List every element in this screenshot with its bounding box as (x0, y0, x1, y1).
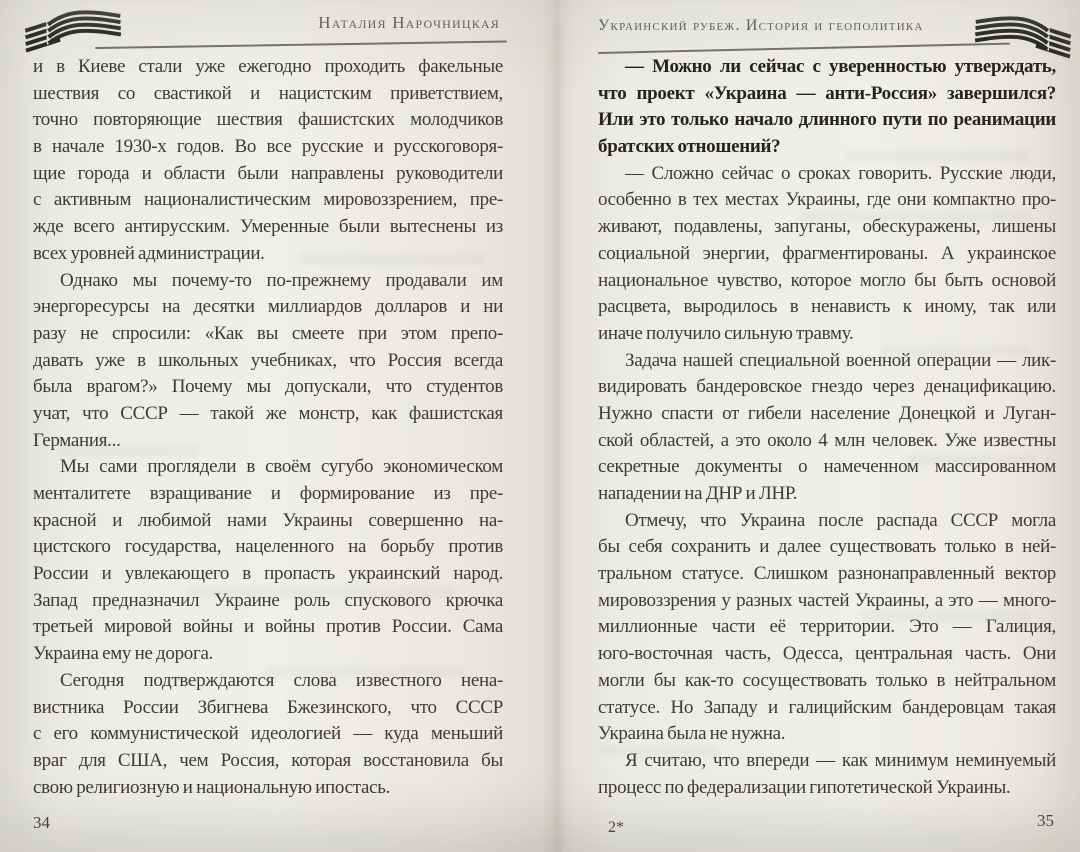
text-line: и в Киеве стали уже ежегодно проходить факельные (33, 56, 503, 77)
text-line: могли бы как-то сосуществовать только в нейтральном (598, 669, 1056, 691)
text-line: секретные документы о намеченном массированном (598, 456, 1056, 478)
left-header-rule (95, 41, 507, 49)
text-line: живают, подавлены, запуганы, обескуражены, лишены (598, 216, 1056, 238)
text-line: — Можно ли сейчас с уверенностью утверждать, (625, 56, 1056, 77)
text-line: особенно в тех местах Украины, где они компактно про- (598, 189, 1056, 211)
text-line: разу не спросили: «Как вы смеете при этом препо- (33, 322, 503, 344)
text-line: Запад предназначил Украине роль спускового крючка (33, 589, 503, 611)
text-line: вистника России Збигнева Бжезинского, что СССР (33, 696, 503, 718)
text-line: Мы сами проглядели в своём сугубо экономическом (60, 456, 503, 478)
text-line: тральном статусе. Слишком разнонаправленный вектор (598, 563, 1056, 585)
printers-signature-mark: 2* (608, 819, 624, 836)
st-george-ribbon-icon (19, 0, 127, 60)
text-line: Украина была не нужна. (598, 723, 786, 745)
text-line: щие города и области были направлены руководители (33, 162, 503, 184)
text-line: юго-восточная часть, Одесса, центральная часть. Они (598, 643, 1056, 665)
right-page-number: 35 (1037, 811, 1054, 830)
text-line: Задача нашей специальной военной операции — лик- (625, 349, 1056, 371)
text-line: с его коммунистической идеологией — куда меньший (33, 723, 503, 745)
text-line: свою религиозную и национальную ипостась. (33, 776, 391, 798)
text-line: была врагом?» Почему мы допускали, что студентов (33, 376, 503, 398)
text-line: Нужно спасти от гибели население Донецкой и Луган- (598, 402, 1056, 424)
text-line: национальное чувство, которое могло бы быть основой (598, 269, 1056, 291)
right-page-text (598, 54, 1056, 801)
text-line: шествия со свастикой и нацистским приветствием, (33, 82, 503, 104)
text-line: давать уже в школьных учебниках, что Россия всегда (33, 349, 503, 371)
text-line: враг для США, чем Россия, которая восстановила бы (33, 749, 503, 771)
text-line: учат, что СССР — такой же монстр, как фашистская (33, 402, 503, 424)
text-line: ской областей, а это около 4 млн человек. Уже известны (598, 429, 1056, 451)
text-line: точно повторяющие шествия фашистских молодчиков (33, 109, 503, 131)
right-header-rule (598, 43, 1010, 54)
text-line: бы себя сохранить и далее существовать только в ней- (598, 536, 1056, 558)
text-line: Сегодня подтверждаются слова известного нена- (60, 669, 503, 691)
text-line: — Сложно сейчас о сроках говорить. Русские люди, (625, 162, 1056, 184)
text-line: всех уровней администрации. (33, 242, 265, 264)
text-line: братских отношений? (598, 136, 781, 158)
text-line: Германия... (33, 429, 121, 451)
text-line: статусе. Но Западу и галицийским бандеровцам такая (598, 696, 1056, 718)
text-line: социальной энергии, фрагментированы. А украинское (598, 242, 1056, 264)
text-line: России и увлекающего в пропасть украинский народ. (33, 563, 503, 585)
text-line: что проект «Украина — анти-Россия» завершился? (598, 82, 1056, 104)
right-page (556, 0, 1080, 852)
text-line: с активным националистическим мировоззрением, пре- (33, 189, 503, 211)
text-line: иначе получило сильную травму. (598, 322, 854, 344)
text-line: жде всего антирусским. Умеренные были вытеснены из (33, 216, 503, 238)
text-line: красной и любимой нами Украины совершенно на- (33, 509, 503, 531)
text-line: третьей мировой войны и войны против России. Сама (33, 616, 503, 638)
text-line: расцвета, выродилось в ненависть к иному, так или (598, 296, 1056, 318)
text-line: в начале 1930-х годов. Во все русские и русскоговоря- (33, 136, 503, 158)
text-line: Однако мы почему-то по-прежнему продавали им (60, 269, 503, 291)
left-page-number: 34 (33, 813, 50, 832)
text-line: мировоззрения у разных частей Украины, а это — много- (598, 589, 1056, 611)
text-line: Отмечу, что Украина после распада СССР могла (625, 509, 1056, 531)
left-running-header: Наталия Нарочницкая (318, 13, 500, 32)
text-line: нападении на ДНР и ЛНР. (598, 483, 798, 504)
text-line: цистского государства, нацеленного на борьбу против (33, 536, 503, 558)
text-line: менталитете взращивание и формирование из пре- (33, 483, 503, 504)
text-line: миллионные части её территории. Это — Галиция, (598, 616, 1056, 638)
text-line: Или это только начало длинного пути по реанимации (598, 109, 1056, 131)
left-page-text (33, 54, 503, 801)
text-line: энергоресурсы на десятки миллиардов долларов и ни (33, 296, 503, 318)
text-line: Я считаю, что впереди — как минимум неминуемый (625, 749, 1056, 771)
text-line: процесс по федерализации гипотетической Украины. (598, 776, 1011, 798)
right-running-header: Украинский рубеж. История и геополитика (598, 17, 924, 34)
text-line: Украина ему не дорога. (33, 643, 214, 665)
text-line: видировать бандеровское гнездо через денацификацию. (598, 376, 1056, 398)
